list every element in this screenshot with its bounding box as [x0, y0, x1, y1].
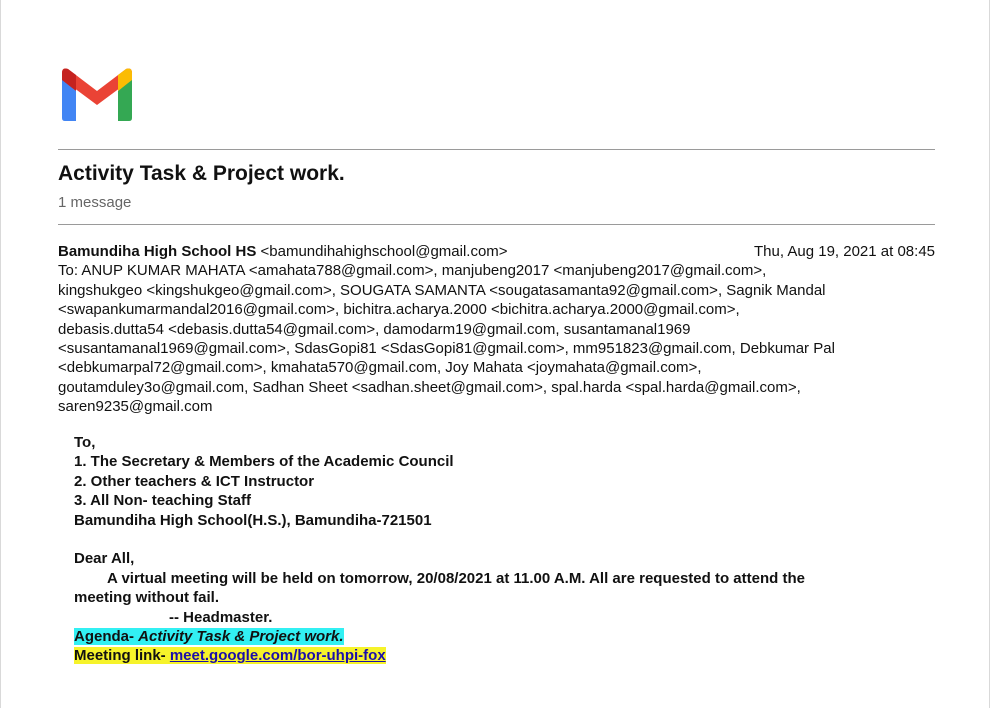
sender-email: <bamundihahighschool@gmail.com> [260, 243, 508, 260]
meeting-line [74, 646, 914, 665]
body-recipient-item: 2. Other teachers & ICT Instructor [74, 472, 315, 490]
email-body [74, 433, 914, 666]
recipients-line: goutamduley3o@gmail.com, Sadhan Sheet <sadhan.sheet@gmail.com>, spal.harda <spal.harda@gmail.com>, [58, 378, 801, 396]
school-address: Bamundiha High School(H.S.), Bamundiha-721501 [74, 511, 432, 529]
body-recipient-item: 1. The Secretary & Members of the Academic Council [74, 453, 454, 471]
recipients-line: <debkumarpal72@gmail.com>, kmahata570@gmail.com, Joy Mahata <joymahata@gmail.com>, [58, 359, 702, 377]
meeting-highlight [74, 647, 386, 664]
recipients-line: To: ANUP KUMAR MAHATA <amahata788@gmail.com>, manjubeng2017 <manjubeng2017@gmail.com>, [58, 262, 767, 280]
meeting-label: Meeting link- [74, 647, 170, 665]
body-recipient-item: 3. All Non- teaching Staff [74, 492, 251, 510]
recipients-line: kingshukgeo <kingshukgeo@gmail.com>, SOUGATA SAMANTA <sougatasamanta92@gmail.com>, Sagnik Mandal [58, 281, 826, 299]
agenda-value: Activity Task & Project work. [138, 628, 344, 646]
recipients-list [58, 261, 935, 416]
gmail-logo-icon [60, 67, 134, 123]
recipients-line: <susantamanal1969@gmail.com>, SdasGopi81 <SdasGopi81@gmail.com>, mm951823@gmail.com, Debkumar Pal [58, 340, 835, 358]
signature: -- Headmaster. [169, 608, 273, 626]
message-line: meeting without fail. [74, 589, 219, 607]
agenda-line [74, 627, 914, 646]
header-divider-bottom [58, 224, 935, 225]
email-date: Thu, Aug 19, 2021 at 08:45 [754, 243, 935, 260]
meeting-link[interactable]: meet.google.com/bor-uhpi-fox [169, 647, 386, 665]
message-count: 1 message [58, 194, 132, 211]
agenda-highlight [74, 628, 344, 645]
from-line [58, 242, 935, 261]
email-subject: Activity Task & Project work. [58, 162, 345, 185]
sender-name: Bamundiha High School HS [58, 243, 257, 260]
recipients-line: <swapankumarmandal2016@gmail.com>, bichitra.acharya.2000 <bichitra.acharya.2000@gmail.com>, [58, 301, 740, 319]
header-divider-top [58, 149, 935, 150]
recipients-line: debasis.dutta54 <debasis.dutta54@gmail.com>, damodarm19@gmail.com, susantamanal1969 [58, 320, 691, 338]
blank-line [74, 530, 914, 549]
greeting: Dear All, [74, 550, 135, 568]
recipients-line: saren9235@gmail.com [58, 398, 213, 416]
body-to-label: To, [74, 434, 96, 451]
agenda-label: Agenda- [74, 628, 139, 646]
message-line: A virtual meeting will be held on tomorrow, 20/08/2021 at 11.00 A.M. All are requested to attend the [107, 569, 805, 587]
email-header [58, 242, 935, 417]
